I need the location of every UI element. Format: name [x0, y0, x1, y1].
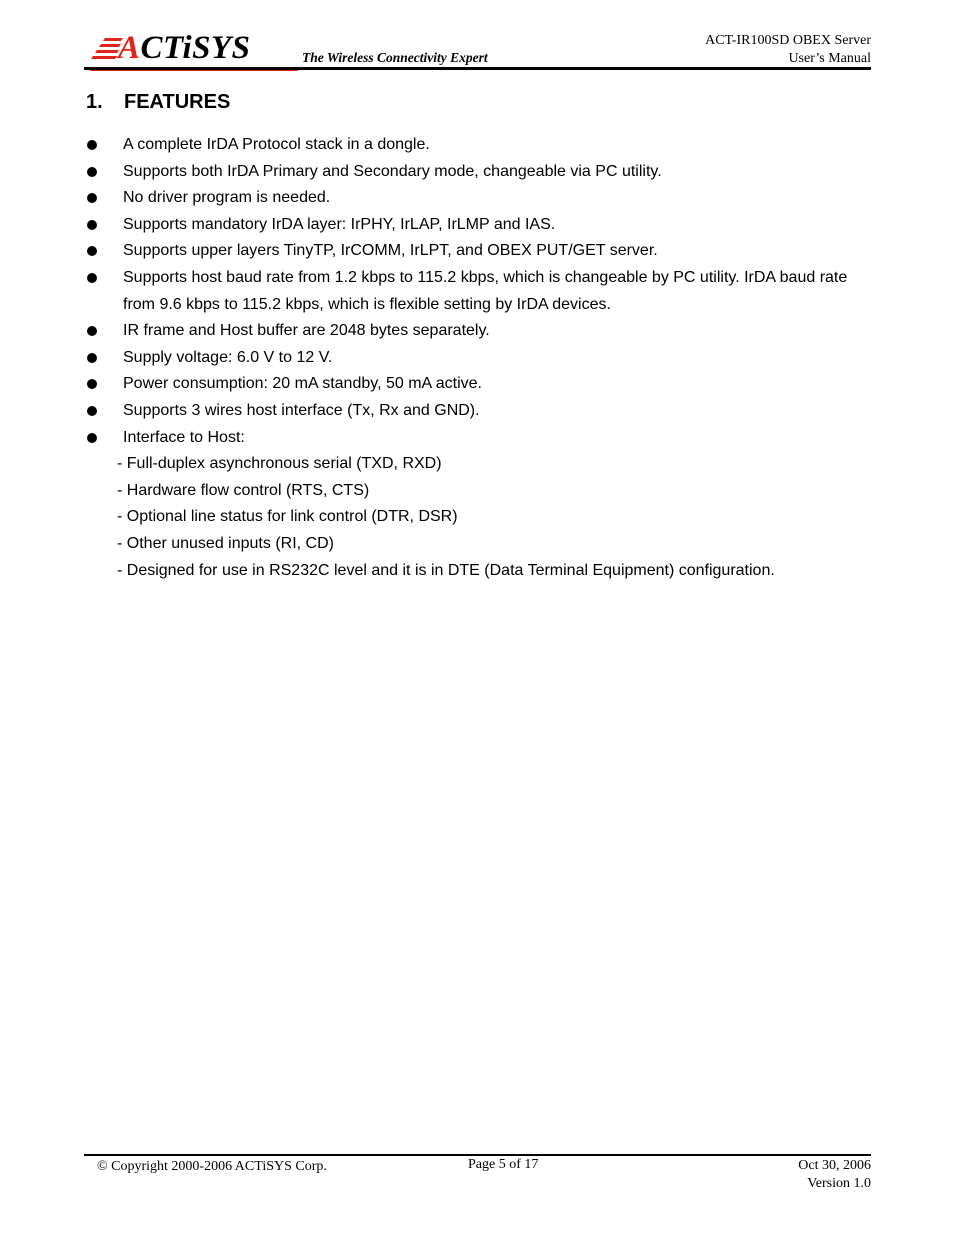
feature-item: Interface to Host:: [86, 425, 876, 452]
host-interface-item: - Other unused inputs (RI, CD): [117, 534, 334, 552]
footer-version: Version 1.0: [807, 1176, 871, 1191]
footer-page-number: Page 5 of 17: [468, 1157, 539, 1172]
footer-divider: [84, 1154, 871, 1156]
feature-item: Supports mandatory IrDA layer: IrPHY, IrLAP, IrLMP and IAS.: [86, 212, 876, 239]
header-product: ACT-IR100SD OBEX Server: [705, 33, 871, 48]
header-divider: [84, 67, 871, 70]
feature-item: Supply voltage: 6.0 V to 12 V.: [86, 345, 876, 372]
footer-date: Oct 30, 2006: [798, 1158, 871, 1173]
feature-item: IR frame and Host buffer are 2048 bytes separately.: [86, 318, 876, 345]
host-interface-item: - Full-duplex asynchronous serial (TXD, RXD): [117, 455, 442, 473]
page-header: [84, 28, 871, 70]
feature-item: Supports upper layers TinyTP, IrCOMM, IrLPT, and OBEX PUT/GET server.: [86, 238, 876, 265]
footer-copyright: © Copyright 2000-2006 ACTiSYS Corp.: [97, 1159, 327, 1174]
feature-item: Supports both IrDA Primary and Secondary mode, changeable via PC utility.: [86, 159, 876, 186]
feature-item: No driver program is needed.: [86, 185, 876, 212]
logo-text: ACTiSYS: [118, 30, 251, 66]
feature-item: Power consumption: 20 mA standby, 50 mA active.: [86, 371, 876, 398]
features-list: [86, 132, 876, 584]
bullet-icon: [87, 433, 97, 443]
host-interface-item: - Hardware flow control (RTS, CTS): [117, 481, 370, 499]
header-doc-info: [705, 32, 871, 68]
bullet-icon: [87, 273, 97, 283]
bullet-icon: [87, 246, 97, 256]
feature-item: Supports 3 wires host interface (Tx, Rx and GND).: [86, 398, 876, 425]
bullet-icon: [87, 326, 97, 336]
header-doc-type: User’s Manual: [788, 51, 871, 66]
bullet-icon: [87, 406, 97, 416]
section-title-text: FEATURES: [124, 91, 231, 113]
header-tagline: The Wireless Connectivity Expert: [302, 50, 488, 65]
feature-item: A complete IrDA Protocol stack in a dongle.: [86, 132, 876, 159]
bullet-icon: [87, 193, 97, 203]
feature-item: Supports host baud rate from 1.2 kbps to 115.2 kbps, which is changeable by PC utility. IrDA baud rate from 9.6 kbps to 115.2 kbps, which is flexible setting by IrDA devices.: [86, 265, 876, 318]
bullet-icon: [87, 353, 97, 363]
section-number: 1.: [86, 91, 103, 113]
host-interface-item: - Optional line status for link control (DTR, DSR): [117, 508, 458, 526]
host-interface-item: - Designed for use in RS232C level and it is in DTE (Data Terminal Equipment) configuration.: [117, 561, 775, 579]
section-title: [86, 91, 230, 114]
bullet-icon: [87, 140, 97, 150]
footer-date-version: [798, 1157, 871, 1193]
bullet-icon: [87, 167, 97, 177]
bullet-icon: [87, 220, 97, 230]
bullet-icon: [87, 379, 97, 389]
